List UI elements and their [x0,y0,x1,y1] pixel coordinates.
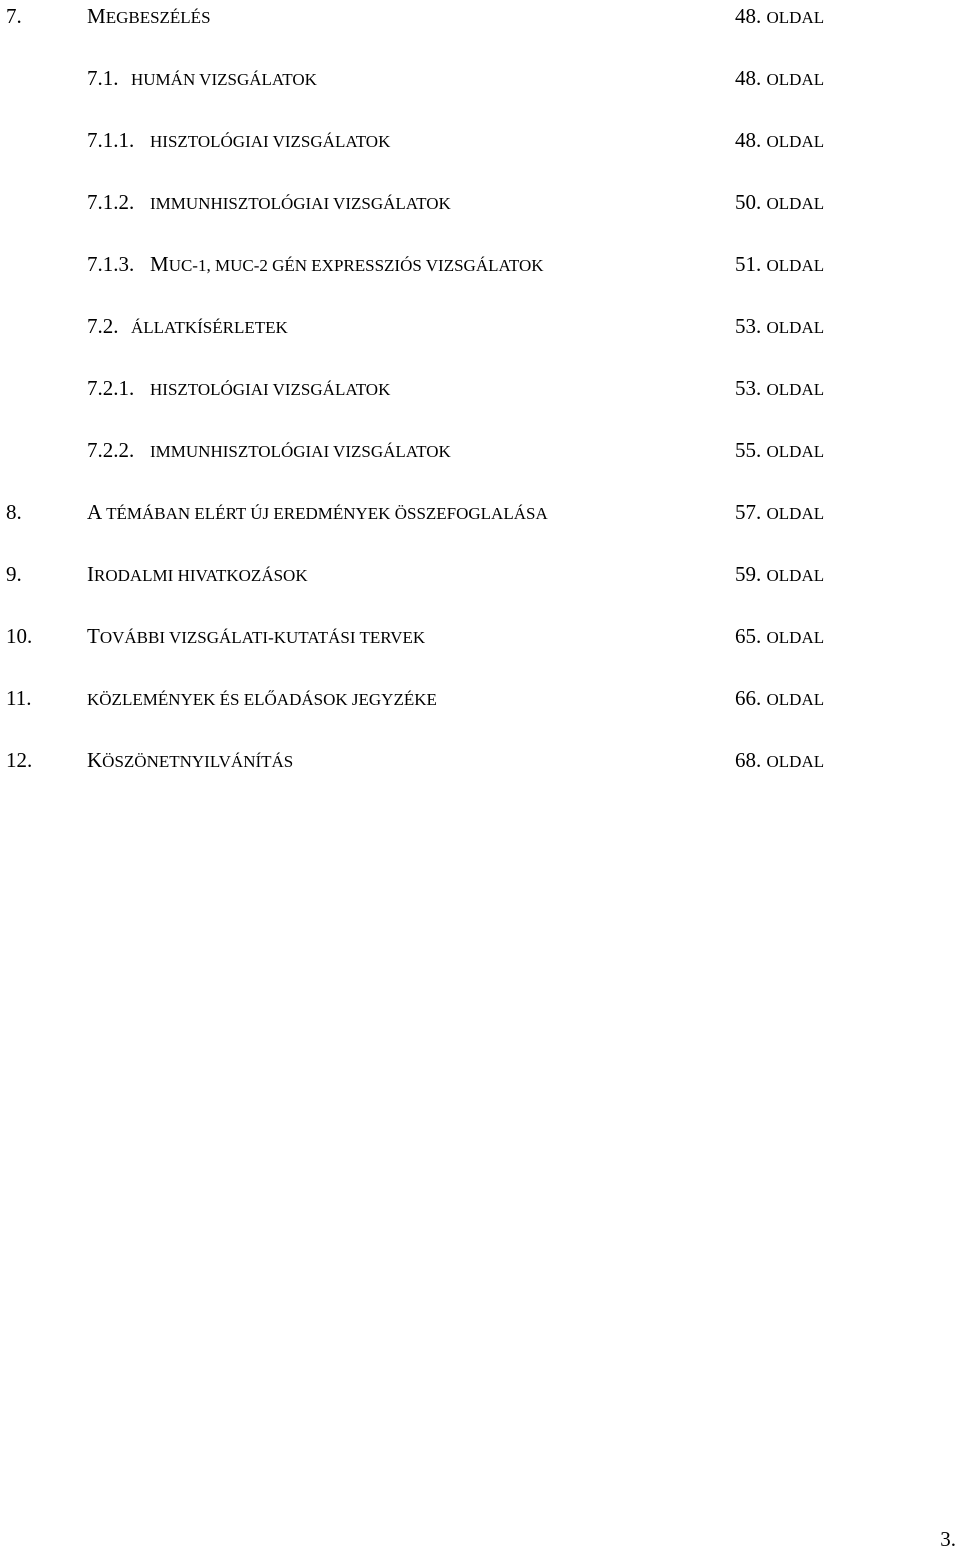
toc-title: KÖSZÖNETNYILVÁNÍTÁS [87,748,294,772]
toc-entry-11[interactable] [0,684,960,724]
toc-entry-7-2-1[interactable] [0,374,960,414]
toc-page-ref: 50. OLDAL [735,190,825,214]
toc-title: IMMUNHISZTOLÓGIAI VIZSGÁLATOK [150,442,451,461]
toc-number: 8. [6,500,22,524]
toc-page-ref: 65. OLDAL [735,624,825,648]
page-number: 3. [940,1527,956,1551]
toc-entry-12[interactable] [0,746,960,786]
toc-page-ref: 55. OLDAL [735,438,825,462]
toc-entry-10[interactable] [0,622,960,662]
toc-page-ref: 48. OLDAL [735,128,825,152]
toc-number: 7. [6,4,22,28]
toc-title: HISZTOLÓGIAI VIZSGÁLATOK [150,132,391,151]
toc-number: 7.2. [87,314,119,338]
toc-page-ref: 57. OLDAL [735,500,825,524]
toc-entry-8[interactable] [0,498,960,538]
toc-entry-7[interactable] [0,2,960,42]
toc-number: 7.2.2. [87,438,135,462]
toc-page-ref: 66. OLDAL [735,686,825,710]
toc-title: MEGBESZÉLÉS [87,4,211,28]
toc-page-ref: 59. OLDAL [735,562,825,586]
toc-number: 7.1.3. [87,252,135,276]
toc-number: 7.1. [87,66,119,90]
toc-page-ref: 51. OLDAL [735,252,825,276]
toc-page-ref: 48. OLDAL [735,66,825,90]
toc-title: HUMÁN VIZSGÁLATOK [131,70,317,89]
toc-entry-7-1-3[interactable] [0,250,960,290]
toc-number: 7.1.1. [87,128,135,152]
toc-page-ref: 68. OLDAL [735,748,825,772]
toc-entry-7-2-2[interactable] [0,436,960,476]
toc-entry-7-1-1[interactable] [0,126,960,166]
toc-page-ref: 53. OLDAL [735,376,825,400]
toc-title: IMMUNHISZTOLÓGIAI VIZSGÁLATOK [150,194,451,213]
toc-title: TOVÁBBI VIZSGÁLATI-KUTATÁSI TERVEK [87,624,426,648]
toc-title: KÖZLEMÉNYEK ÉS ELŐADÁSOK JEGYZÉKE [87,690,437,709]
toc-number: 9. [6,562,22,586]
toc-number: 7.1.2. [87,190,135,214]
toc-title: ÁLLATKÍSÉRLETEK [131,318,288,337]
toc-title: IRODALMI HIVATKOZÁSOK [87,562,308,586]
toc-number: 12. [6,748,33,772]
toc-title: HISZTOLÓGIAI VIZSGÁLATOK [150,380,391,399]
toc-entry-7-1[interactable] [0,64,960,104]
toc-entry-9[interactable] [0,560,960,600]
toc-title: MUC-1, MUC-2 GÉN EXPRESSZIÓS VIZSGÁLATOK [150,252,544,276]
toc-number: 10. [6,624,33,648]
toc-entry-7-1-2[interactable] [0,188,960,228]
toc-title: A TÉMÁBAN ELÉRT ÚJ EREDMÉNYEK ÖSSZEFOGLALÁSA [87,500,548,524]
toc-entry-7-2[interactable] [0,312,960,352]
toc-number: 7.2.1. [87,376,135,400]
toc-number: 11. [6,686,32,710]
toc-page-ref: 48. OLDAL [735,4,825,28]
toc-page-ref: 53. OLDAL [735,314,825,338]
